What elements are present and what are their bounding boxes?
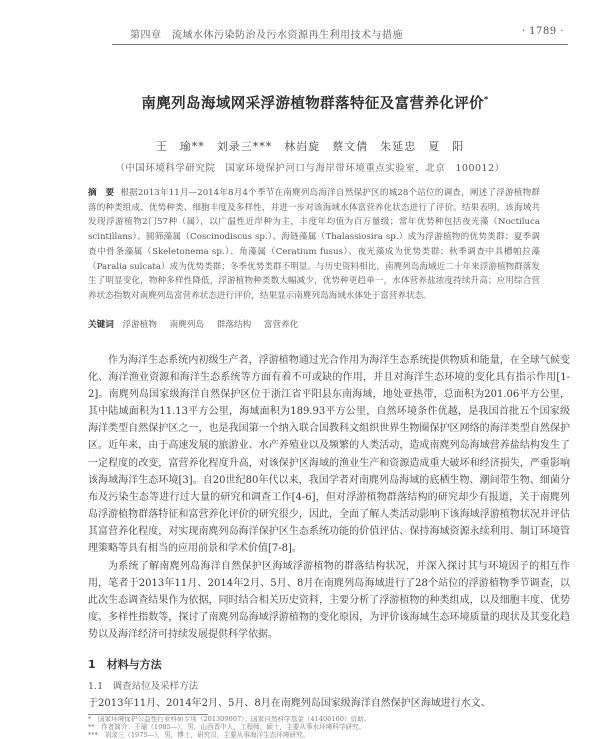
keywords: [88, 318, 540, 330]
article-title-text: 南麂列岛海域网采浮游植物群落特征及富营养化评价: [141, 96, 485, 112]
body-paragraph-1: 作为海洋生态系统内初级生产者，浮游植物通过光合作用为海洋生态系统提供物质和能量，在全球气候变化、海洋渔业资源和海洋生态系统等方面有着不可或缺的作用，并且对海洋生态环境的变化具有指示作用[1-2]。南麂列岛国家级海洋自然保护区位于浙江省平阳县东南海域，地处亚热带，总面积为201.06平方公里，其中陆域面积为11.13平方公里，海域面积为189.93平方公里，自然环境条件优越，是我国首批五个国家级海洋类型自然保护区之一，也是我国第一个纳入联合国教科文组织世界生物圈保护区网络的海洋类型自然保护区。近年来，由于高速发展的旅游业、水产养殖业以及频繁的人类活动，造成南麂列岛海域营养盐结构发生了一定程度的改变，富营养化程度升高，对该保护区海域的渔业生产和资源造成重大破坏和经济损失，严重影响该海域海洋生态环境[3]。自20世纪80年代以来，我国学者对南麂列岛海域的底栖生物、潮间带生物、细菌分布及污染生态等进行过大量的研究和调查工作[4-6]，但对浮游植物群落结构的研究却少有报道，关于南麂列岛浮游植物群落特征和富营养化评价的研究很少，因此，全面了解人类活动影响下该海域浮游植物状况并评估其富营养化程度，对实现南麂列岛海洋保护区生态系统功能的价值评估、保持海域资源永续利用、制订环境管理策略等具有相当的应用前景和学术价值[7-8]。: [88, 355, 570, 555]
header-rule: [112, 44, 568, 45]
abstract-label: 摘 要: [88, 188, 115, 198]
footnote-author-1: ** 作者简介：王瑜（1985—），男，山西晋中人，工程师，硕士，主要从事水环境科学研究。: [88, 722, 366, 731]
page-number: · 1789 ·: [521, 26, 564, 37]
body-paragraph-2: 为系统了解南麂列岛海洋自然保护区海域浮游植物的群落结构状况，并深入探讨其与环境因子的相互作用，笔者于2013年11月、2014年2月、5月、8月在南麂列岛海域进行了28个站位的浮游植物季节调查，以此次生态调查结果作为依据，同时结合相关历史资料，主要分析了浮游植物的种类组成，以及细胞丰度、优势度、多样性指数等，探讨了南麂列岛海域浮游植物的变化原因，为评价该海域生态环境质量的现状及其变化趋势以及海洋经济可持续发展提供科学依据。: [88, 561, 570, 641]
abstract-text: 根据2013年11月—2014年8月4个季节在南麂列岛海洋自然保护区的城28个站位的调查，阐述了浮游植物群落的种类组成、优势种类、细胞丰度及多样性，并进一步对该海域水体富营养化状态进行了评价。结果表明，该海域共发现浮游植物2门57种（属），以广温性近岸种为主，丰度年均值为百万量级；常年优势种包括夜光藻（Noctiluca scintillans）、圆筛藻属（Coscinodiscus sp.）、海链藻属（Thalassiosira sp.）成为浮游植物的优势类群；夏季调查中骨条藻属（Skeletonema sp.）、角藻属（Ceratium fusus）、夜光藻成为优势类群；秋季调查中具槽帕拉藻（Paralia sulcata）成为优势类群；冬季优势类群不明显。与历史资料相比，南麂列岛海域近二十年来浮游植物群落发生了明显变化，物种多样性降低，浮游植物种类数大幅减少，优势种更趋单一，水体营养盐浓度持续升高；应用综合营养状态指数对南麂列岛富营养状态进行评价，结果显示南麂列岛海域水体处于富营养状态。: [88, 188, 540, 301]
footnote-funding: * 国家环境保护公益性行业科研专项（201309007）；国家自然科学基金（41406160）资助。: [88, 716, 371, 723]
running-head-title: 第四章 流域水体污染防治及污水资源再生利用技术与措施: [130, 30, 403, 41]
footnote-rule: [88, 714, 208, 715]
author-list: 王 瑜** 刘录三*** 林岿旋 蔡文倩 朱延忠 夏 阳: [155, 140, 465, 153]
section-first-line: 于2013年11月、2014年2月、5月、8月在南麂列岛国家级海洋自然保护区海域进行水文、: [88, 698, 491, 709]
title-footnote-mark: *: [484, 95, 489, 105]
section-heading: 1 材料与方法: [88, 658, 162, 671]
keyword: 群落结构: [216, 320, 252, 330]
keyword: 浮游植物: [122, 320, 157, 330]
keyword: 富营养化: [263, 320, 299, 330]
footnote-author-2: *** 刘录三（1975—），男，博士，研究员，主要从事海洋生态环境研究。: [88, 730, 310, 739]
article-title: [70, 92, 560, 113]
abstract: [88, 186, 540, 304]
keywords-label: 关键词: [88, 320, 114, 330]
footnotes: [88, 716, 570, 739]
affiliation: （中国环境科学研究院 国家环境保护河口与海岸带环境重点实验室，北京 100012）: [115, 163, 505, 174]
running-head: [130, 26, 564, 44]
subsection-heading: 1.1 调查站位及采样方法: [88, 681, 199, 692]
keyword: 南麂列岛: [169, 320, 205, 330]
